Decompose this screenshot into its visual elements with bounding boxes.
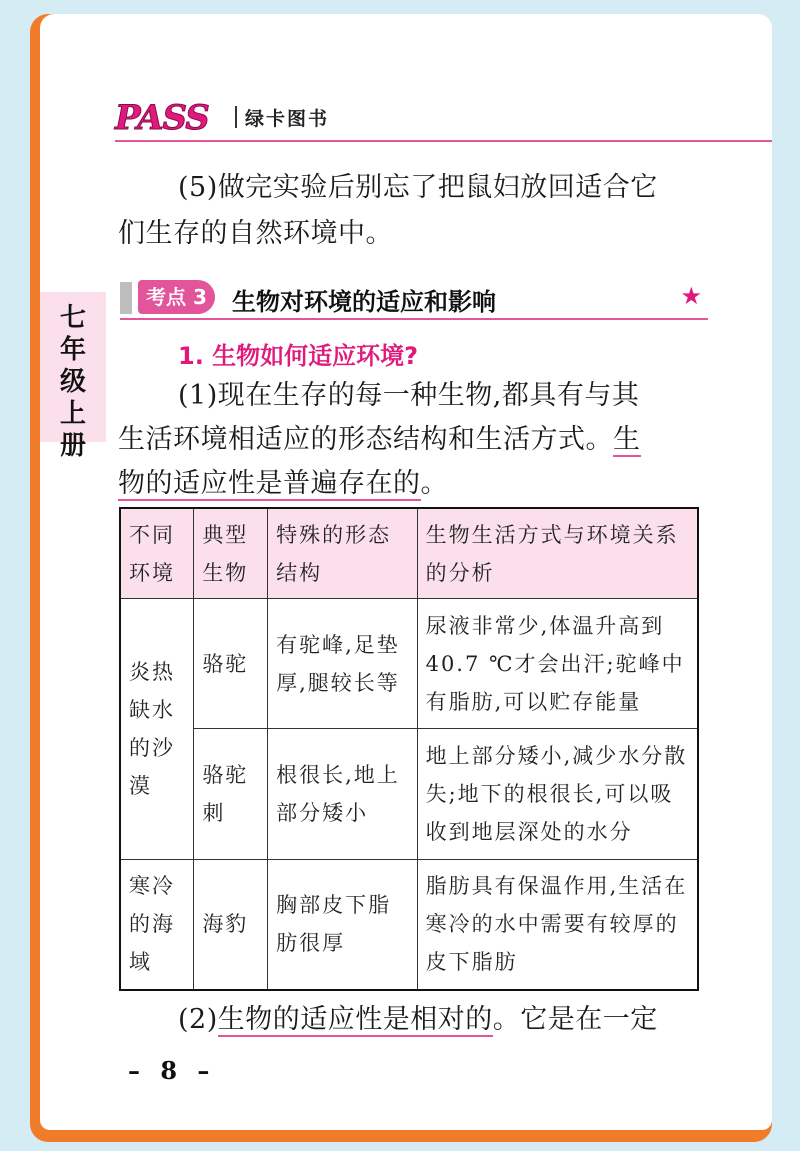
adaptation-table (119, 507, 699, 991)
paragraph-step5-line1: (5)做完实验后别忘了把鼠妇放回适合它 (178, 172, 658, 203)
page-number: – 8 – (128, 1056, 216, 1085)
table-row (120, 859, 698, 990)
paragraph-step5-line2: 们生存的自然环境中。 (118, 218, 393, 249)
section-grip (120, 282, 132, 314)
environment-cell: 炎热缺水的沙漠 (120, 599, 194, 860)
paragraph1-line3 (118, 462, 448, 506)
organism-cell: 骆驼刺 (194, 729, 268, 859)
environment-cell: 寒冷的海域 (120, 859, 194, 990)
paragraph1-line2-text: 生活环境相适应的形态结构和生活方式。 (118, 424, 613, 455)
grade-label: 七年级上册 (59, 303, 86, 461)
grade-side-tab (40, 292, 106, 461)
analysis-cell: 地上部分矮小,减少水分散失;地下的根很长,可以吸收到地层深处的水分 (417, 729, 698, 859)
pass-logo: PASS (115, 98, 209, 138)
brand-name: 绿卡图书 (245, 108, 330, 130)
table-header-row (120, 508, 698, 599)
section-tag: 考点 3 (138, 280, 215, 314)
table-header-cell: 特殊的形态结构 (268, 508, 417, 599)
table-header-cell: 生物生活方式与环境关系的分析 (417, 508, 698, 599)
paragraph1-line2 (118, 418, 641, 462)
paragraph1-line3-end: 。 (420, 468, 448, 499)
table-row (120, 599, 698, 729)
underlined-text: 物的适应性是普遍存在的 (118, 468, 421, 499)
analysis-cell: 脂肪具有保温作用,生活在寒冷的水中需要有较厚的皮下脂肪 (417, 859, 698, 990)
analysis-cell: 尿液非常少,体温升高到40.7 ℃才会出汗;驼峰中有脂肪,可以贮存能量 (417, 599, 698, 729)
star-icon: ★ (680, 282, 702, 310)
section-title: 生物对环境的适应和影响 (232, 288, 496, 316)
table-row (120, 729, 698, 859)
underlined-text: 生物的适应性是相对的 (217, 1004, 493, 1035)
section-header (120, 278, 708, 320)
organism-cell: 骆驼 (194, 599, 268, 729)
paragraph2-rest: 。它是在一定 (492, 1004, 658, 1035)
page-header (115, 96, 772, 142)
paragraph1-line1: (1)现在生存的每一种生物,都具有与其 (178, 380, 640, 411)
structure-cell: 胸部皮下脂肪很厚 (268, 859, 417, 990)
structure-cell: 根很长,地上部分矮小 (268, 729, 417, 859)
header-divider (235, 106, 237, 128)
subheading: 1. 生物如何适应环境? (178, 342, 419, 370)
paragraph2 (178, 998, 658, 1042)
organism-cell: 海豹 (194, 859, 268, 990)
paragraph2-prefix: (2) (178, 1004, 218, 1035)
table-header-cell: 典型生物 (194, 508, 268, 599)
table-header-cell: 不同环境 (120, 508, 194, 599)
underlined-text: 生 (613, 424, 641, 455)
structure-cell: 有驼峰,足垫厚,腿较长等 (268, 599, 417, 729)
